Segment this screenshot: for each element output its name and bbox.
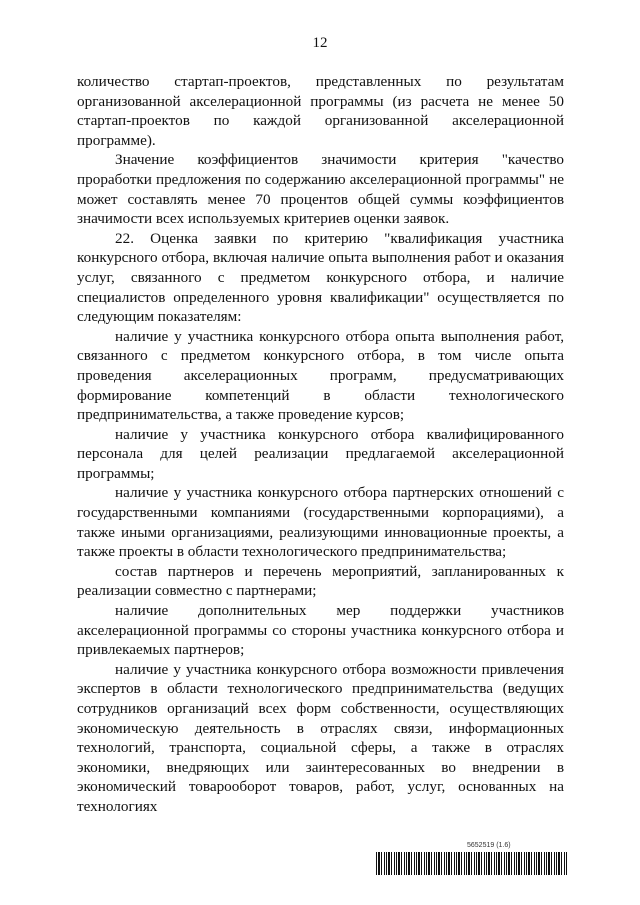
paragraph: состав партнеров и перечень мероприятий, запланированных к реализации совместно с партнерами; — [77, 562, 564, 600]
document-body — [77, 72, 564, 817]
barcode-image — [376, 852, 568, 875]
page-number: 12 — [312, 35, 328, 51]
document-code: 5652519 (1.6) — [467, 842, 511, 849]
paragraph: Значение коэффициентов значимости критерия "качество проработки предложения по содержанию акселерационной программы" не может составлять менее 70 процентов общей суммы коэффициентов значимости всех используемых критериев оценки заявок. — [77, 151, 564, 228]
paragraph: наличие у участника конкурсного отбора партнерских отношений с государственными компаниями (государственными корпорациями), а также иными организациями, реализующими инновационные проекты, а также проекты в области технологического предпринимательства; — [77, 484, 564, 561]
paragraph: наличие у участника конкурсного отбора квалифицированного персонала для целей реализации предлагаемой акселерационной программы; — [77, 425, 564, 482]
paragraph: 22. Оценка заявки по критерию "квалификация участника конкурсного отбора, включая наличие опыта выполнения работ и оказания услуг, связанного с предметом конкурсного отбора, и наличие специалистов определенного уровня квалификации" осуществляется по следующим показателям: — [77, 229, 564, 326]
paragraph: наличие у участника конкурсного отбора опыта выполнения работ, связанного с предметом конкурсного отбора, в том числе опыта проведения акселерационных программ, предусматривающих формирование компетенций в области технологического предпринимательства, а также проведение курсов; — [77, 327, 564, 424]
paragraph: наличие дополнительных мер поддержки участников акселерационной программы со стороны участника конкурсного отбора и привлекаемых партнеров; — [77, 602, 564, 659]
paragraph: наличие у участника конкурсного отбора возможности привлечения экспертов в области технологического предпринимательства (ведущих сотрудников организаций всех форм собственности, осуществляющих экономическую деятельность в отраслях связи, информационных технологий, транспорта, социальной сферы, а также в отраслях экономики, внедряющих или заинтересованных во внедрении в экономический товарооборот товаров, работ, услуг, основанных на технологиях — [77, 660, 564, 815]
paragraph: количество стартап-проектов, представленных по результатам организованной акселерационной программы (из расчета не менее 50 стартап-проектов по каждой организованной акселерационной программе). — [77, 73, 564, 149]
